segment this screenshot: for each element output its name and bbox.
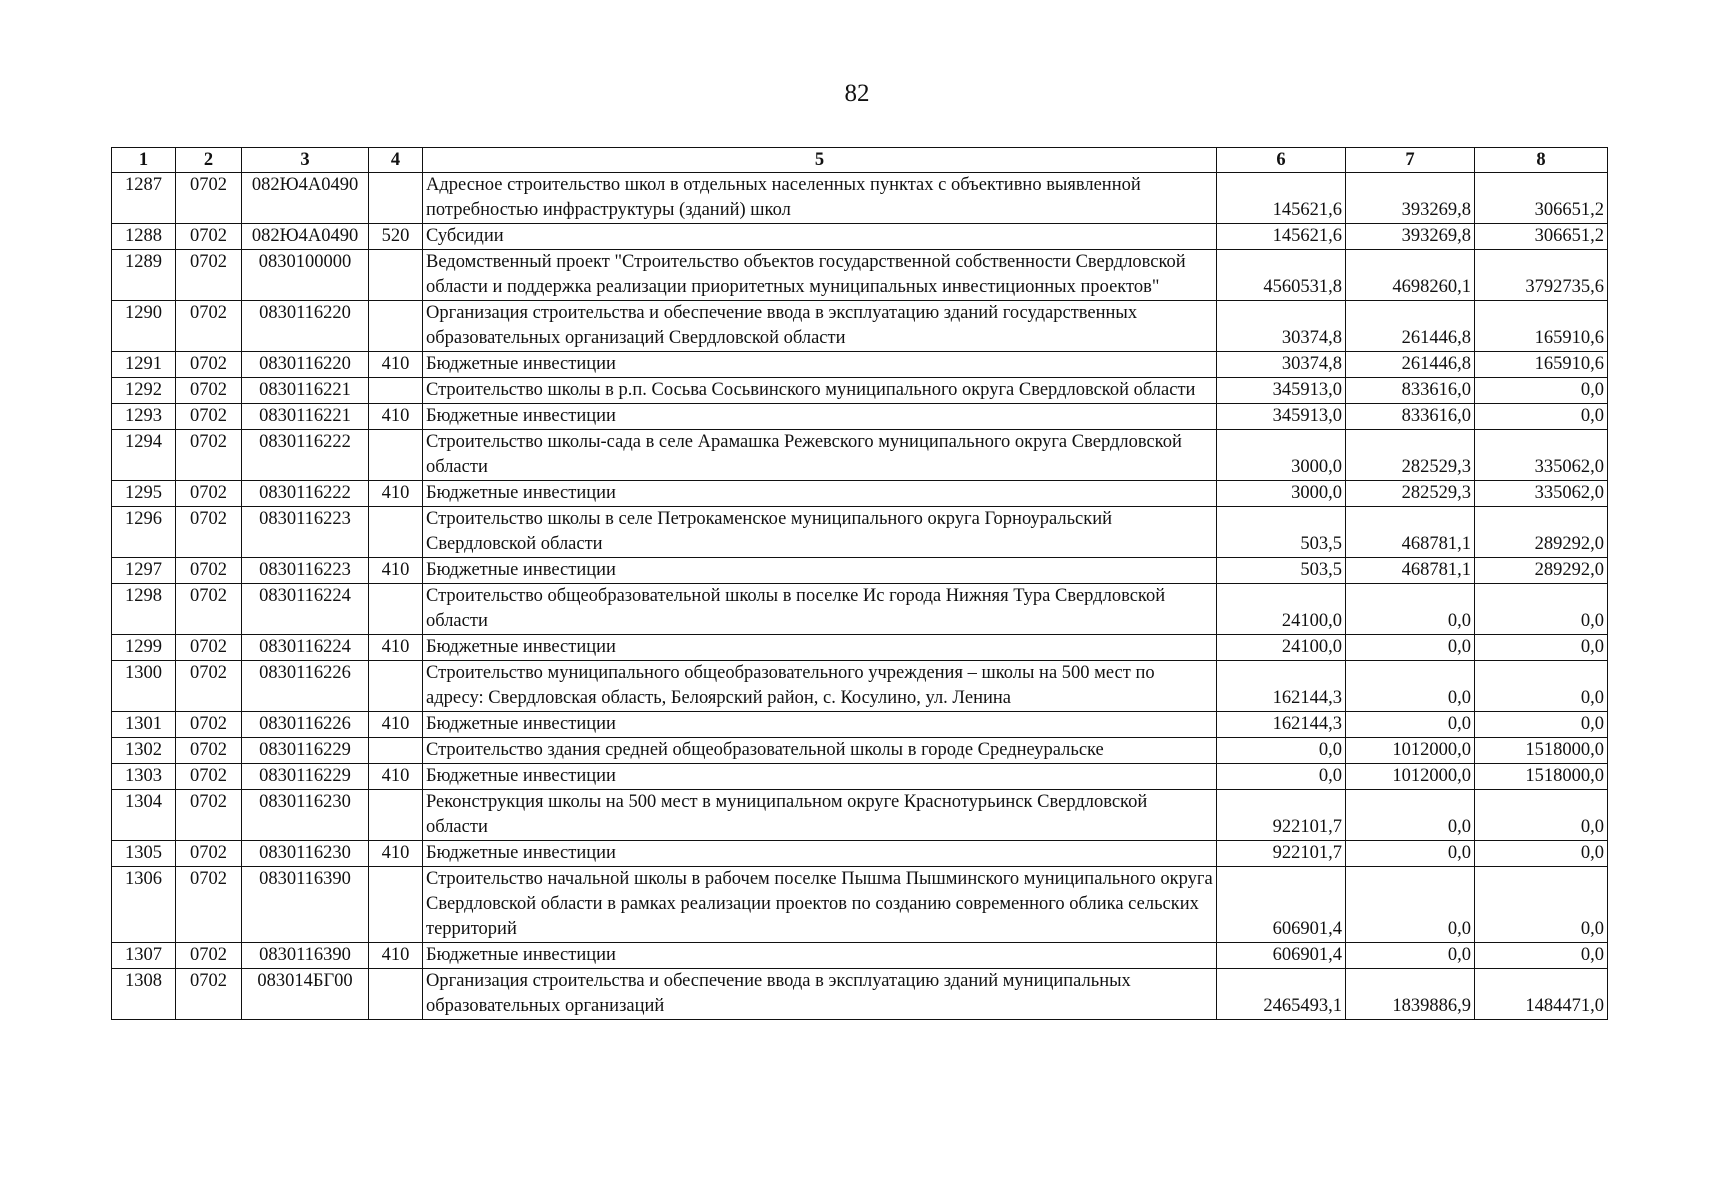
target-article-cell: 0830116230 bbox=[242, 790, 369, 841]
item-name-cell: Строительство начальной школы в рабочем поселке Пышма Пышминского муниципального округа Свердловской области в рамках реализации проектов по созданию современного облика сельских территорий bbox=[423, 867, 1217, 943]
amount-col6-cell: 2465493,1 bbox=[1217, 969, 1346, 1020]
amount-col6-cell: 606901,4 bbox=[1217, 867, 1346, 943]
table-row bbox=[112, 378, 1608, 404]
expense-type-cell bbox=[369, 790, 423, 841]
amount-col8-cell: 289292,0 bbox=[1475, 558, 1608, 584]
section-code-cell: 0702 bbox=[176, 558, 242, 584]
amount-col7-cell: 0,0 bbox=[1346, 635, 1475, 661]
item-name-cell: Бюджетные инвестиции bbox=[423, 712, 1217, 738]
amount-col7-cell: 0,0 bbox=[1346, 841, 1475, 867]
amount-col6-cell: 3000,0 bbox=[1217, 481, 1346, 507]
amount-col6-cell: 145621,6 bbox=[1217, 173, 1346, 224]
row-number-cell: 1294 bbox=[112, 430, 176, 481]
amount-col7-cell: 282529,3 bbox=[1346, 481, 1475, 507]
amount-col7-cell: 468781,1 bbox=[1346, 507, 1475, 558]
amount-col8-cell: 306651,2 bbox=[1475, 224, 1608, 250]
target-article-cell: 0830116224 bbox=[242, 635, 369, 661]
section-code-cell: 0702 bbox=[176, 584, 242, 635]
target-article-cell: 082Ю4А0490 bbox=[242, 173, 369, 224]
amount-col8-cell: 3792735,6 bbox=[1475, 250, 1608, 301]
row-number-cell: 1308 bbox=[112, 969, 176, 1020]
amount-col8-cell: 306651,2 bbox=[1475, 173, 1608, 224]
expense-type-cell bbox=[369, 738, 423, 764]
target-article-cell: 0830100000 bbox=[242, 250, 369, 301]
amount-col7-cell: 1012000,0 bbox=[1346, 738, 1475, 764]
section-code-cell: 0702 bbox=[176, 404, 242, 430]
amount-col7-cell: 1839886,9 bbox=[1346, 969, 1475, 1020]
amount-col8-cell: 0,0 bbox=[1475, 635, 1608, 661]
amount-col8-cell: 335062,0 bbox=[1475, 430, 1608, 481]
item-name-cell: Бюджетные инвестиции bbox=[423, 481, 1217, 507]
row-number-cell: 1298 bbox=[112, 584, 176, 635]
expense-type-cell bbox=[369, 378, 423, 404]
amount-col6-cell: 606901,4 bbox=[1217, 943, 1346, 969]
section-code-cell: 0702 bbox=[176, 943, 242, 969]
expense-type-cell: 410 bbox=[369, 635, 423, 661]
item-name-cell: Бюджетные инвестиции bbox=[423, 635, 1217, 661]
table-row bbox=[112, 841, 1608, 867]
amount-col7-cell: 261446,8 bbox=[1346, 352, 1475, 378]
item-name-cell: Ведомственный проект "Строительство объектов государственной собственности Свердловской области и поддержка реализации приоритетных муниципальных инвестиционных проектов" bbox=[423, 250, 1217, 301]
amount-col6-cell: 922101,7 bbox=[1217, 790, 1346, 841]
column-header: 3 bbox=[242, 148, 369, 173]
expense-type-cell: 410 bbox=[369, 481, 423, 507]
item-name-cell: Бюджетные инвестиции bbox=[423, 764, 1217, 790]
amount-col8-cell: 0,0 bbox=[1475, 404, 1608, 430]
column-header: 1 bbox=[112, 148, 176, 173]
section-code-cell: 0702 bbox=[176, 661, 242, 712]
table-row bbox=[112, 430, 1608, 481]
item-name-cell: Реконструкция школы на 500 мест в муниципальном округе Краснотурьинск Свердловской области bbox=[423, 790, 1217, 841]
item-name-cell: Строительство муниципального общеобразовательного учреждения – школы на 500 мест по адресу: Свердловская область, Белоярский район, с. Косулино, ул. Ленина bbox=[423, 661, 1217, 712]
expense-type-cell: 410 bbox=[369, 558, 423, 584]
table-row bbox=[112, 224, 1608, 250]
amount-col7-cell: 261446,8 bbox=[1346, 301, 1475, 352]
amount-col7-cell: 393269,8 bbox=[1346, 224, 1475, 250]
section-code-cell: 0702 bbox=[176, 841, 242, 867]
amount-col6-cell: 3000,0 bbox=[1217, 430, 1346, 481]
amount-col6-cell: 345913,0 bbox=[1217, 404, 1346, 430]
amount-col8-cell: 0,0 bbox=[1475, 867, 1608, 943]
table-row bbox=[112, 943, 1608, 969]
amount-col8-cell: 0,0 bbox=[1475, 378, 1608, 404]
table-row bbox=[112, 250, 1608, 301]
amount-col8-cell: 0,0 bbox=[1475, 661, 1608, 712]
expense-type-cell bbox=[369, 584, 423, 635]
row-number-cell: 1304 bbox=[112, 790, 176, 841]
table-row bbox=[112, 969, 1608, 1020]
expense-type-cell bbox=[369, 173, 423, 224]
target-article-cell: 0830116221 bbox=[242, 378, 369, 404]
table-row bbox=[112, 790, 1608, 841]
item-name-cell: Бюджетные инвестиции bbox=[423, 352, 1217, 378]
expense-type-cell: 520 bbox=[369, 224, 423, 250]
section-code-cell: 0702 bbox=[176, 507, 242, 558]
target-article-cell: 0830116220 bbox=[242, 301, 369, 352]
section-code-cell: 0702 bbox=[176, 635, 242, 661]
target-article-cell: 0830116224 bbox=[242, 584, 369, 635]
item-name-cell: Организация строительства и обеспечение ввода в эксплуатацию зданий государственных образовательных организаций Свердловской области bbox=[423, 301, 1217, 352]
section-code-cell: 0702 bbox=[176, 378, 242, 404]
amount-col7-cell: 0,0 bbox=[1346, 584, 1475, 635]
section-code-cell: 0702 bbox=[176, 481, 242, 507]
table-row bbox=[112, 867, 1608, 943]
target-article-cell: 0830116226 bbox=[242, 712, 369, 738]
amount-col8-cell: 165910,6 bbox=[1475, 301, 1608, 352]
target-article-cell: 0830116223 bbox=[242, 558, 369, 584]
row-number-cell: 1296 bbox=[112, 507, 176, 558]
expense-type-cell bbox=[369, 661, 423, 712]
amount-col8-cell: 0,0 bbox=[1475, 712, 1608, 738]
section-code-cell: 0702 bbox=[176, 430, 242, 481]
target-article-cell: 0830116222 bbox=[242, 430, 369, 481]
section-code-cell: 0702 bbox=[176, 764, 242, 790]
item-name-cell: Бюджетные инвестиции bbox=[423, 558, 1217, 584]
row-number-cell: 1295 bbox=[112, 481, 176, 507]
section-code-cell: 0702 bbox=[176, 712, 242, 738]
target-article-cell: 083014БГ00 bbox=[242, 969, 369, 1020]
row-number-cell: 1290 bbox=[112, 301, 176, 352]
amount-col6-cell: 922101,7 bbox=[1217, 841, 1346, 867]
page-number: 82 bbox=[844, 80, 870, 107]
amount-col7-cell: 468781,1 bbox=[1346, 558, 1475, 584]
target-article-cell: 0830116230 bbox=[242, 841, 369, 867]
expense-type-cell: 410 bbox=[369, 404, 423, 430]
expense-type-cell bbox=[369, 250, 423, 301]
expense-type-cell bbox=[369, 301, 423, 352]
expense-type-cell bbox=[369, 507, 423, 558]
target-article-cell: 0830116226 bbox=[242, 661, 369, 712]
row-number-cell: 1297 bbox=[112, 558, 176, 584]
section-code-cell: 0702 bbox=[176, 969, 242, 1020]
target-article-cell: 0830116220 bbox=[242, 352, 369, 378]
amount-col6-cell: 503,5 bbox=[1217, 558, 1346, 584]
table-row bbox=[112, 301, 1608, 352]
row-number-cell: 1293 bbox=[112, 404, 176, 430]
amount-col8-cell: 165910,6 bbox=[1475, 352, 1608, 378]
table-body bbox=[112, 173, 1608, 1020]
item-name-cell: Адресное строительство школ в отдельных населенных пунктах с объективно выявленной потребностью инфраструктуры (зданий) школ bbox=[423, 173, 1217, 224]
amount-col8-cell: 0,0 bbox=[1475, 790, 1608, 841]
amount-col6-cell: 345913,0 bbox=[1217, 378, 1346, 404]
row-number-cell: 1305 bbox=[112, 841, 176, 867]
amount-col6-cell: 0,0 bbox=[1217, 764, 1346, 790]
table-row bbox=[112, 558, 1608, 584]
row-number-cell: 1287 bbox=[112, 173, 176, 224]
item-name-cell: Строительство общеобразовательной школы в поселке Ис города Нижняя Тура Свердловской области bbox=[423, 584, 1217, 635]
amount-col6-cell: 162144,3 bbox=[1217, 712, 1346, 738]
amount-col8-cell: 1484471,0 bbox=[1475, 969, 1608, 1020]
table-row bbox=[112, 764, 1608, 790]
table-row bbox=[112, 404, 1608, 430]
item-name-cell: Бюджетные инвестиции bbox=[423, 943, 1217, 969]
table-row bbox=[112, 661, 1608, 712]
amount-col8-cell: 0,0 bbox=[1475, 841, 1608, 867]
target-article-cell: 0830116223 bbox=[242, 507, 369, 558]
amount-col8-cell: 1518000,0 bbox=[1475, 738, 1608, 764]
amount-col7-cell: 0,0 bbox=[1346, 661, 1475, 712]
expense-type-cell bbox=[369, 430, 423, 481]
amount-col6-cell: 24100,0 bbox=[1217, 584, 1346, 635]
amount-col7-cell: 833616,0 bbox=[1346, 378, 1475, 404]
target-article-cell: 0830116229 bbox=[242, 738, 369, 764]
expense-type-cell: 410 bbox=[369, 841, 423, 867]
row-number-cell: 1289 bbox=[112, 250, 176, 301]
item-name-cell: Строительство школы в селе Петрокаменское муниципального округа Горноуральский Свердловской области bbox=[423, 507, 1217, 558]
item-name-cell: Строительство школы-сада в селе Арамашка Режевского муниципального округа Свердловской области bbox=[423, 430, 1217, 481]
row-number-cell: 1288 bbox=[112, 224, 176, 250]
amount-col7-cell: 4698260,1 bbox=[1346, 250, 1475, 301]
column-header: 4 bbox=[369, 148, 423, 173]
expense-type-cell: 410 bbox=[369, 943, 423, 969]
row-number-cell: 1299 bbox=[112, 635, 176, 661]
row-number-cell: 1306 bbox=[112, 867, 176, 943]
expense-type-cell bbox=[369, 867, 423, 943]
target-article-cell: 0830116229 bbox=[242, 764, 369, 790]
amount-col7-cell: 393269,8 bbox=[1346, 173, 1475, 224]
column-header: 5 bbox=[423, 148, 1217, 173]
amount-col8-cell: 0,0 bbox=[1475, 943, 1608, 969]
section-code-cell: 0702 bbox=[176, 173, 242, 224]
column-header: 2 bbox=[176, 148, 242, 173]
amount-col8-cell: 289292,0 bbox=[1475, 507, 1608, 558]
amount-col6-cell: 30374,8 bbox=[1217, 352, 1346, 378]
section-code-cell: 0702 bbox=[176, 352, 242, 378]
row-number-cell: 1307 bbox=[112, 943, 176, 969]
expense-type-cell: 410 bbox=[369, 764, 423, 790]
amount-col7-cell: 1012000,0 bbox=[1346, 764, 1475, 790]
amount-col6-cell: 4560531,8 bbox=[1217, 250, 1346, 301]
amount-col6-cell: 162144,3 bbox=[1217, 661, 1346, 712]
amount-col7-cell: 282529,3 bbox=[1346, 430, 1475, 481]
column-header: 8 bbox=[1475, 148, 1608, 173]
amount-col7-cell: 0,0 bbox=[1346, 943, 1475, 969]
target-article-cell: 082Ю4А0490 bbox=[242, 224, 369, 250]
target-article-cell: 0830116390 bbox=[242, 867, 369, 943]
item-name-cell: Строительство школы в р.п. Сосьва Сосьвинского муниципального округа Свердловской области bbox=[423, 378, 1217, 404]
amount-col7-cell: 0,0 bbox=[1346, 712, 1475, 738]
amount-col8-cell: 0,0 bbox=[1475, 584, 1608, 635]
table-row bbox=[112, 507, 1608, 558]
row-number-cell: 1302 bbox=[112, 738, 176, 764]
item-name-cell: Организация строительства и обеспечение ввода в эксплуатацию зданий муниципальных образовательных организаций bbox=[423, 969, 1217, 1020]
column-header: 7 bbox=[1346, 148, 1475, 173]
row-number-cell: 1300 bbox=[112, 661, 176, 712]
table-row bbox=[112, 173, 1608, 224]
column-header: 6 bbox=[1217, 148, 1346, 173]
amount-col6-cell: 503,5 bbox=[1217, 507, 1346, 558]
table-row bbox=[112, 352, 1608, 378]
table-row bbox=[112, 481, 1608, 507]
amount-col7-cell: 0,0 bbox=[1346, 867, 1475, 943]
amount-col8-cell: 335062,0 bbox=[1475, 481, 1608, 507]
item-name-cell: Субсидии bbox=[423, 224, 1217, 250]
target-article-cell: 0830116221 bbox=[242, 404, 369, 430]
item-name-cell: Строительство здания средней общеобразовательной школы в городе Среднеуральске bbox=[423, 738, 1217, 764]
section-code-cell: 0702 bbox=[176, 250, 242, 301]
amount-col6-cell: 30374,8 bbox=[1217, 301, 1346, 352]
row-number-cell: 1292 bbox=[112, 378, 176, 404]
section-code-cell: 0702 bbox=[176, 301, 242, 352]
row-number-cell: 1301 bbox=[112, 712, 176, 738]
amount-col8-cell: 1518000,0 bbox=[1475, 764, 1608, 790]
header-row bbox=[112, 148, 1608, 173]
section-code-cell: 0702 bbox=[176, 738, 242, 764]
budget-table bbox=[111, 147, 1608, 1020]
amount-col7-cell: 833616,0 bbox=[1346, 404, 1475, 430]
amount-col6-cell: 0,0 bbox=[1217, 738, 1346, 764]
item-name-cell: Бюджетные инвестиции bbox=[423, 404, 1217, 430]
expense-type-cell: 410 bbox=[369, 712, 423, 738]
row-number-cell: 1291 bbox=[112, 352, 176, 378]
section-code-cell: 0702 bbox=[176, 224, 242, 250]
amount-col6-cell: 145621,6 bbox=[1217, 224, 1346, 250]
target-article-cell: 0830116390 bbox=[242, 943, 369, 969]
section-code-cell: 0702 bbox=[176, 790, 242, 841]
table-row bbox=[112, 635, 1608, 661]
table-row bbox=[112, 738, 1608, 764]
expense-type-cell bbox=[369, 969, 423, 1020]
amount-col7-cell: 0,0 bbox=[1346, 790, 1475, 841]
table-row bbox=[112, 712, 1608, 738]
row-number-cell: 1303 bbox=[112, 764, 176, 790]
section-code-cell: 0702 bbox=[176, 867, 242, 943]
table-row bbox=[112, 584, 1608, 635]
expense-type-cell: 410 bbox=[369, 352, 423, 378]
amount-col6-cell: 24100,0 bbox=[1217, 635, 1346, 661]
target-article-cell: 0830116222 bbox=[242, 481, 369, 507]
item-name-cell: Бюджетные инвестиции bbox=[423, 841, 1217, 867]
